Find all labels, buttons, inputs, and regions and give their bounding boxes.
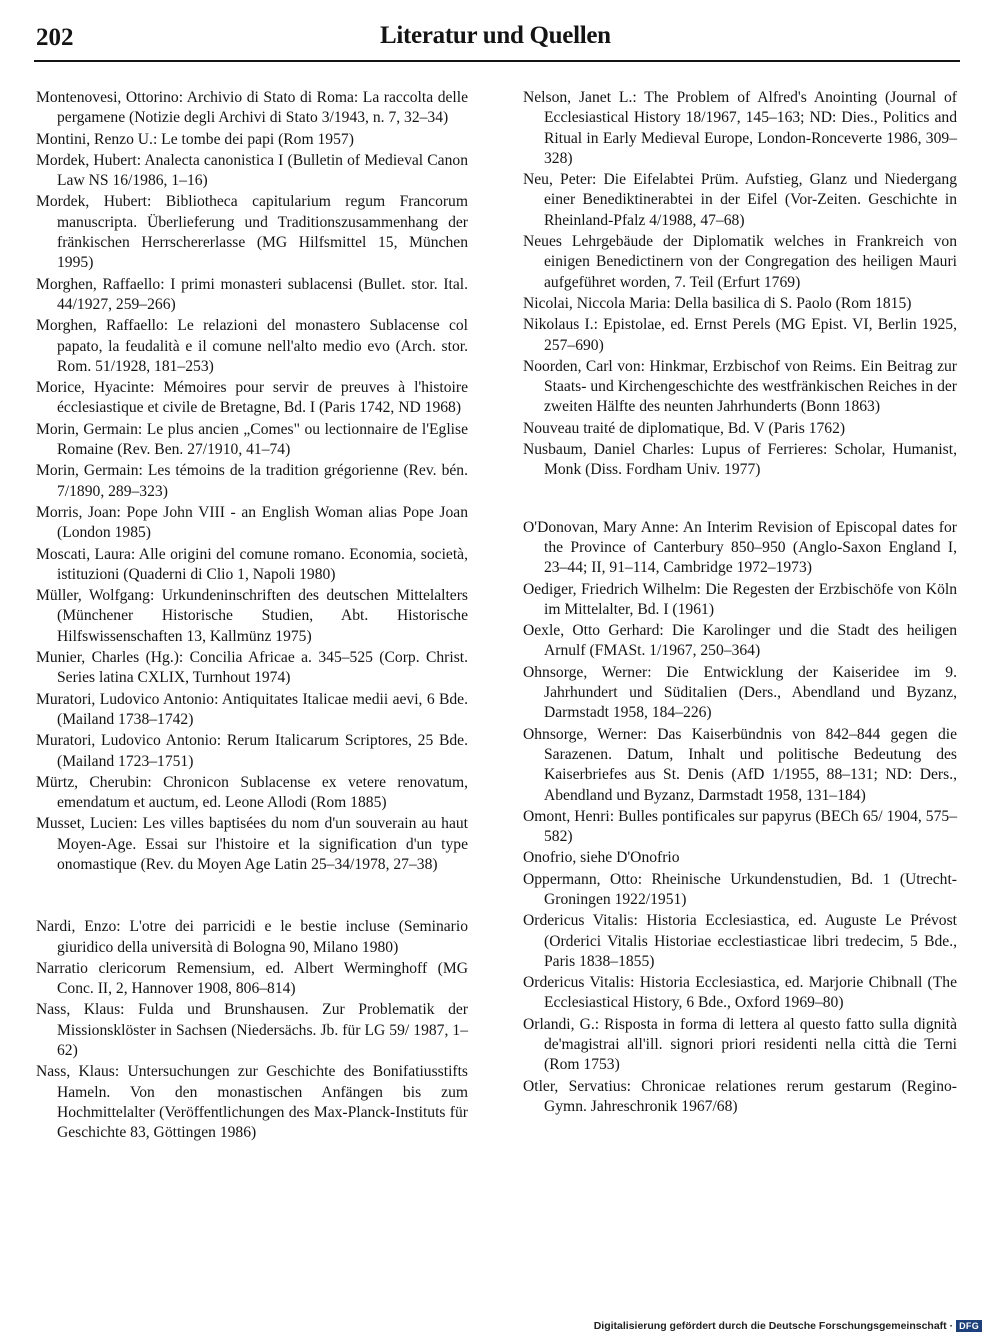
bibliography-entry: Otler, Servatius: Chronicae relationes rerum gestarum (Regino-Gymn. Jahreschronik 1967/68) bbox=[523, 1077, 957, 1115]
bibliography-entry: Oexle, Otto Gerhard: Die Karolinger und die Stadt des heiligen Arnulf (FMASt. 1/1967, 250–364) bbox=[523, 622, 957, 660]
bibliography-entry: Oppermann, Otto: Rheinische Urkundenstudien, Bd. 1 (Utrecht-Groningen 1922/1951) bbox=[523, 870, 957, 908]
bibliography-entry: Mordek, Hubert: Analecta canonistica I (Bulletin of Medieval Canon Law NS 16/1986, 1–16) bbox=[36, 151, 468, 190]
bibliography-entry: Nardi, Enzo: L'otre dei parricidi e le bestie incluse (Seminario giuridico della università di Bologna 90, Milano 1980) bbox=[36, 918, 468, 956]
bibliography-entry: Morice, Hyacinte: Mémoires pour servir de preuves à l'histoire écclesiastique et civile de Bretagne, Bd. I (Paris 1742, ND 1968) bbox=[36, 379, 468, 417]
bibliography-entry: Oediger, Friedrich Wilhelm: Die Regesten der Erzbischöfe von Köln im Mittelalter, Bd. I (1961) bbox=[523, 580, 957, 618]
bibliography-entry: Noorden, Carl von: Hinkmar, Erzbischof von Reims. Ein Beitrag zur Staats- und Kirchengeschichte des westfränkischen Reiches in der zweiten Hälfte des neunten Jahrhunderts (Bonn 1863) bbox=[523, 357, 957, 416]
bibliography-entry: Morris, Joan: Pope John VIII - an English Woman alias Pope Joan (London 1985) bbox=[36, 503, 468, 542]
bibliography-entry: Nelson, Janet L.: The Problem of Alfred's Anointing (Journal of Ecclesiastical History 18/1967, 145–163; ND: Dies., Politics and Ritual in Early Medieval Europe, London-Ronceverte 1986, 309–328) bbox=[523, 89, 957, 167]
bibliography-entry: Nusbaum, Daniel Charles: Lupus of Ferrieres: Scholar, Humanist, Monk (Diss. Fordham Univ. 1977) bbox=[523, 441, 957, 479]
letter-section-gap bbox=[523, 482, 957, 518]
bibliography-entry: Mordek, Hubert: Bibliotheca capitularium regum Francorum manuscripta. Überlieferung und Traditionszusammenhang der fränkischen Herrschererlasse (MG Hilfsmittel 15, München 1995) bbox=[36, 193, 468, 272]
right-column bbox=[523, 88, 957, 1118]
dfg-logo-icon: DFG bbox=[956, 1320, 982, 1332]
bibliography-entry: Morghen, Raffaello: I primi monasteri sublacensi (Bullet. stor. Ital. 44/1927, 259–266) bbox=[36, 275, 468, 313]
bibliography-entry: Muratori, Ludovico Antonio: Rerum Italicarum Scriptores, 25 Bde. (Mailand 1723–1751) bbox=[36, 732, 468, 770]
bibliography-entry: Onofrio, siehe D'Onofrio bbox=[523, 849, 680, 867]
bibliography-entry: Nass, Klaus: Untersuchungen zur Geschichte des Bonifatiusstifts Hameln. Von den monastischen Anfängen bis zum Hochmittelalter (Veröffentlichungen des Max-Planck-Instituts für Geschichte 83, Göttingen 1986) bbox=[36, 1063, 468, 1142]
bibliography-entry: Nikolaus I.: Epistolae, ed. Ernst Perels (MG Epist. VI, Berlin 1925, 257–690) bbox=[523, 316, 957, 354]
footer-text: Digitalisierung gefördert durch die Deutsche Forschungsgemeinschaft · bbox=[593, 1320, 954, 1332]
bibliography-entry: Munier, Charles (Hg.): Concilia Africae a. 345–525 (Corp. Christ. Series latina CXLIX, Turnhout 1974) bbox=[36, 649, 468, 687]
bibliography-entry: Montenovesi, Ottorino: Archivio di Stato di Roma: La raccolta delle pergamene (Notizie degli Archivi di Stato 3/1943, n. 7, 32–34) bbox=[36, 89, 468, 127]
left-column bbox=[36, 88, 468, 1145]
bibliography-entry: Moscati, Laura: Alle origini del comune romano. Economia, società, istituzioni (Quaderni di Clio 1, Napoli 1980) bbox=[36, 545, 468, 583]
bibliography-entry: Musset, Lucien: Les villes baptisées du nom d'un souverain au haut Moyen-Age. Essai sur l'histoire et la signification d'un type onomastique (Rev. du Moyen Age Latin 25–34/1978, 27–38) bbox=[36, 815, 468, 873]
bibliography-entry: Ordericus Vitalis: Historia Ecclesiastica, ed. Marjorie Chibnall (The Ecclesiastical History, 6 Bde., Oxford 1969–80) bbox=[523, 974, 957, 1012]
bibliography-entry: Morghen, Raffaello: Le relazioni del monastero Sublacense col papato, la feudalità e il comune nell'alto medio evo (Arch. stor. Rom. 51/1928, 181–253) bbox=[36, 317, 468, 375]
page-number: 202 bbox=[36, 24, 74, 51]
bibliography-entry: Neues Lehrgebäude der Diplomatik welches in Frankreich von einigen Benedictinern von der Congregation des heiligen Mauri aufgeführet worden, 7. Teil (Erfurt 1769) bbox=[523, 233, 957, 291]
bibliography-entry: Morin, Germain: Le plus ancien „Comes" ou lectionnaire de l'Eglise Romaine (Rev. Ben. 27/1910, 41–74) bbox=[36, 420, 468, 459]
bibliography-entry: Muratori, Ludovico Antonio: Antiquitates Italicae medii aevi, 6 Bde. (Mailand 1738–1742) bbox=[36, 690, 468, 728]
bibliography-entry: Narratio clericorum Remensium, ed. Albert Werminghoff (MG Conc. II, 2, Hannover 1908, 806–814) bbox=[36, 959, 468, 998]
bibliography-entry: Ohnsorge, Werner: Die Entwicklung der Kaiseridee im 9. Jahrhundert und Süditalien (Ders., Abendland und Byzanz, Darmstadt 1958, 184–226) bbox=[523, 663, 957, 722]
bibliography-entry: Nass, Klaus: Fulda und Brunshausen. Zur Problematik der Missionsklöster in Sachsen (Niedersächs. Jb. für LG 59/ 1987, 1–62) bbox=[36, 1001, 468, 1060]
page-title: Literatur und Quellen bbox=[380, 22, 611, 49]
bibliography-entry: O'Donovan, Mary Anne: An Interim Revision of Episcopal dates for the Province of Canterbury 850–950 (Anglo-Saxon England I, 23–44; II, 91–114, Cambridge 1972–1973) bbox=[523, 518, 957, 577]
bibliography-entry: Nicolai, Niccola Maria: Della basilica di S. Paolo (Rom 1815) bbox=[523, 294, 912, 312]
letter-section-gap bbox=[36, 876, 468, 917]
bibliography-entry: Mürtz, Cherubin: Chronicon Sublacense ex vetere renovatum, emendatum et auctum, ed. Leone Allodi (Rom 1885) bbox=[36, 773, 468, 812]
bibliography-entry: Omont, Henri: Bulles pontificales sur papyrus (BECh 65/ 1904, 575–582) bbox=[523, 807, 957, 846]
digitization-footer bbox=[594, 1320, 982, 1332]
header-rule bbox=[34, 60, 960, 62]
bibliography-entry: Nouveau traité de diplomatique, Bd. V (Paris 1762) bbox=[523, 419, 846, 437]
bibliography-entry: Montini, Renzo U.: Le tombe dei papi (Rom 1957) bbox=[36, 130, 354, 148]
bibliography-entry: Neu, Peter: Die Eifelabtei Prüm. Aufstieg, Glanz und Niedergang einer Benediktinerabtei in der Eifel (Vor-Zeiten. Geschichte in Rheinland-Pfalz 4/1988, 47–68) bbox=[523, 171, 957, 229]
bibliography-entry: Müller, Wolfgang: Urkundeninschriften des deutschen Mittelalters (Münchener Historische Studien, Abt. Historische Hilfswissenschaften 13, Kallmünz 1975) bbox=[36, 587, 468, 645]
bibliography-entry: Morin, Germain: Les témoins de la tradition grégorienne (Rev. bén. 7/1890, 289–323) bbox=[36, 462, 468, 500]
bibliography-entry: Ordericus Vitalis: Historia Ecclesiastica, ed. Auguste Le Prévost (Orderici Vitalis Historiae ecclestiasticae libri tredecim, 5 Bde., Paris 1838–1855) bbox=[523, 912, 957, 970]
bibliography-entry: Orlandi, G.: Risposta in forma di lettera al questo fatto sulla dignità de'magistrai all'ill. signori priori residenti nella città die Terni (Rom 1753) bbox=[523, 1015, 957, 1074]
bibliography-entry: Ohnsorge, Werner: Das Kaiserbündnis von 842–844 gegen die Sarazenen. Datum, Inhalt und politische Bedeutung des Kaiserbriefes aus St. Denis (AfD 1/1955, 88–131; ND: Ders., Abendland und Byzanz, Darmstadt 1958, 131–184) bbox=[523, 725, 957, 804]
